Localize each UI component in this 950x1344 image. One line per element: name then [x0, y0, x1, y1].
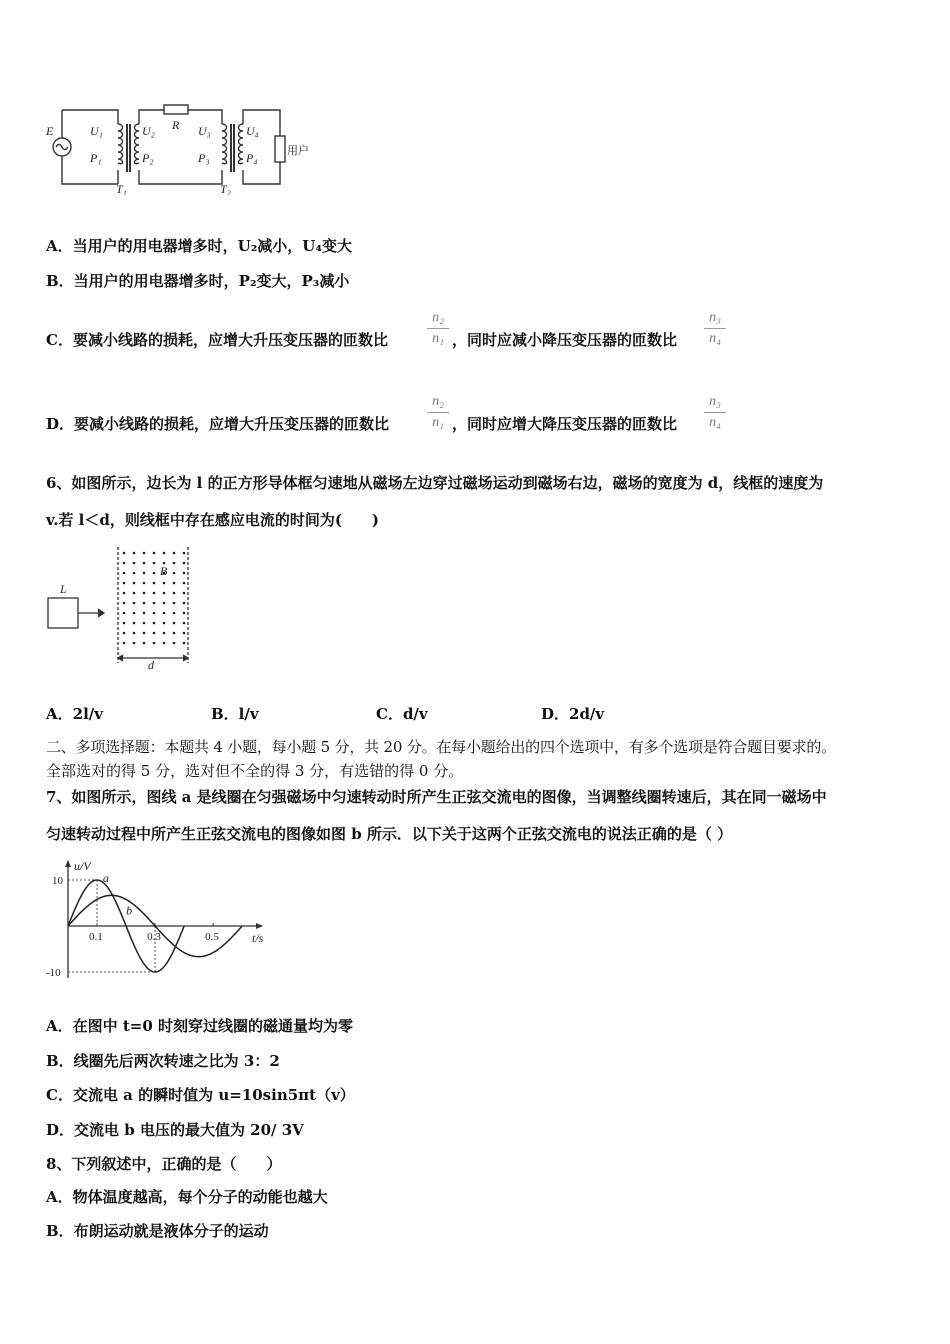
- field-dot: [163, 612, 166, 615]
- field-dot: [183, 632, 186, 635]
- frac-numerator: n₃: [709, 394, 721, 409]
- field-dot: [173, 612, 176, 615]
- field-dot: [153, 562, 156, 565]
- field-dot: [173, 622, 176, 625]
- field-dot: [153, 642, 156, 645]
- field-dot: [143, 572, 146, 575]
- frac-numerator: n₂: [432, 310, 444, 325]
- label-U4: U₄: [246, 124, 259, 138]
- frac-denominator: n₄: [709, 415, 721, 430]
- field-dot: [153, 622, 156, 625]
- label-L: L: [60, 582, 67, 596]
- field-dot: [133, 602, 136, 605]
- field-dot: [183, 572, 186, 575]
- q6-stem-line2: v.若 l＜d，则线框中存在感应电流的时间为( ): [46, 511, 380, 529]
- q6-option-a: A．2l/v: [46, 705, 103, 723]
- field-dot: [143, 632, 146, 635]
- q8-option-a: A．物体温度越高，每个分子的动能也越大: [46, 1188, 328, 1206]
- fraction-n3-n4: [704, 394, 726, 431]
- y-axis-arrow: [65, 860, 71, 867]
- q8-stem: 8、下列叙述中，正确的是（ ）: [46, 1155, 282, 1173]
- field-dot: [123, 582, 126, 585]
- frac-denominator: n₄: [709, 331, 721, 346]
- field-dot: [123, 612, 126, 615]
- q5-option-b: B．当用户的用电器增多时，P₂变大，P₃减小: [46, 272, 350, 290]
- field-dot: [133, 622, 136, 625]
- section2-heading-line1: 二、多项选择题：本题共 4 小题，每小题 5 分，共 20 分。在每小题给出的四个选项中，有多个选项是符合题目要求的。: [46, 738, 836, 756]
- q6-option-c: C．d/v: [376, 705, 428, 723]
- q5-option-c-mid: ，同时应减小降压变压器的匝数比: [452, 331, 678, 349]
- field-dot: [163, 642, 166, 645]
- label-P2: P₂: [142, 151, 154, 165]
- field-dot: [173, 552, 176, 555]
- field-dot: [143, 642, 146, 645]
- field-dot: [173, 562, 176, 565]
- field-dot: [183, 612, 186, 615]
- field-dot: [163, 622, 166, 625]
- field-dot: [173, 582, 176, 585]
- label-P1: P₁: [90, 151, 102, 165]
- field-dot: [153, 632, 156, 635]
- label-U2: U₂: [142, 124, 155, 138]
- label-d: d: [148, 658, 154, 670]
- q5-option-d-mid: ，同时应增大降压变压器的匝数比: [452, 415, 678, 433]
- q5-option-d-prefix: D．要减小线路的损耗，应增大升压变压器的匝数比: [46, 415, 390, 433]
- q6-option-b: B．l/v: [211, 705, 259, 723]
- label-U3: U₃: [198, 124, 211, 138]
- field-dot: [123, 572, 126, 575]
- field-dot: [183, 562, 186, 565]
- field-dot: [183, 622, 186, 625]
- field-dot: [143, 582, 146, 585]
- field-dot: [123, 622, 126, 625]
- field-dot: [133, 582, 136, 585]
- label-P3: P₃: [198, 151, 210, 165]
- q7-option-a: A．在图中 t=0 时刻穿过线圈的磁通量均为零: [46, 1017, 354, 1035]
- frac-numerator: n₂: [432, 394, 444, 409]
- field-dot: [133, 562, 136, 565]
- field-dot: [143, 592, 146, 595]
- label-T1: T₁: [116, 182, 127, 195]
- transformer-circuit-figure: [46, 100, 316, 195]
- field-dot: [183, 552, 186, 555]
- label-R: R: [172, 118, 180, 132]
- fraction-n2-n1: [427, 310, 449, 347]
- frac-denominator: n₁: [432, 415, 444, 430]
- field-dot: [163, 632, 166, 635]
- field-dot: [163, 582, 166, 585]
- magnetic-field-figure: [44, 545, 194, 670]
- label-user: 用户: [287, 145, 309, 157]
- field-dot: [153, 602, 156, 605]
- ac-voltage-chart: [44, 858, 264, 983]
- field-dot: [133, 612, 136, 615]
- q5-option-c: [46, 330, 388, 350]
- field-dot: [183, 582, 186, 585]
- field-dot: [133, 642, 136, 645]
- field-dot: [173, 642, 176, 645]
- field-dot: [183, 592, 186, 595]
- field-dot: [153, 612, 156, 615]
- q8-option-b: B．布朗运动就是液体分子的运动: [46, 1222, 269, 1240]
- field-dot: [133, 632, 136, 635]
- field-dot: [133, 552, 136, 555]
- field-dot: [143, 622, 146, 625]
- q7-stem-line2: 匀速转动过程中所产生正弦交流电的图像如图 b 所示．以下关于这两个正弦交流电的说法正确的是（ ）: [46, 825, 733, 843]
- field-dot: [153, 592, 156, 595]
- field-dot: [153, 572, 156, 575]
- fraction-n3-n4: [704, 310, 726, 347]
- label-U1: U₁: [90, 124, 103, 138]
- field-dot: [123, 552, 126, 555]
- field-dot: [123, 562, 126, 565]
- field-dot: [123, 642, 126, 645]
- q6-stem-line1: 6、如图所示，边长为 l 的正方形导体框匀速地从磁场左边穿过磁场运动到磁场右边，磁场的宽度为 d，线框的速度为: [46, 474, 824, 492]
- field-dot: [133, 592, 136, 595]
- field-dot: [163, 552, 166, 555]
- field-dot: [153, 582, 156, 585]
- x-tick-label: 0.5: [205, 931, 219, 943]
- label-T2: T₂: [220, 182, 231, 195]
- field-dot: [143, 562, 146, 565]
- q6-option-d: D．2d/v: [541, 705, 605, 723]
- field-dot: [123, 632, 126, 635]
- x-axis-arrow: [256, 923, 263, 929]
- x-axis-label: t/s: [252, 931, 264, 945]
- q5-option-c-prefix: C．要减小线路的损耗，应增大升压变压器的匝数比: [46, 331, 388, 349]
- label-E: E: [46, 124, 54, 138]
- field-dot: [163, 592, 166, 595]
- field-dot: [123, 592, 126, 595]
- field-dot: [163, 602, 166, 605]
- fraction-n2-n1: [427, 394, 449, 431]
- field-dot: [143, 602, 146, 605]
- q7-stem-line1: 7、如图所示，图线 a 是线圈在匀强磁场中匀速转动时所产生正弦交流电的图像，当调整线圈转速后，其在同一磁场中: [46, 788, 827, 806]
- series-label-b: b: [126, 903, 133, 918]
- frac-numerator: n₃: [709, 310, 721, 325]
- field-dot: [153, 552, 156, 555]
- x-tick-label: 0.1: [89, 931, 103, 943]
- field-dot: [173, 632, 176, 635]
- field-dot: [133, 572, 136, 575]
- field-dot: [123, 602, 126, 605]
- field-dot: [173, 592, 176, 595]
- q7-option-c: C．交流电 a 的瞬时值为 u=10sin5πt（v）: [46, 1086, 355, 1104]
- field-dot: [173, 602, 176, 605]
- q5-option-a: A．当用户的用电器增多时，U₂减小，U₄变大: [46, 237, 352, 255]
- field-dot: [143, 612, 146, 615]
- field-dot: [183, 602, 186, 605]
- section2-heading-line2: 全部选对的得 5 分，选对但不全的得 3 分，有选错的得 0 分。: [46, 762, 464, 780]
- x-tick-label: 0.3: [147, 931, 161, 943]
- field-dot: [183, 642, 186, 645]
- q5-option-d: [46, 414, 389, 434]
- field-dot: [143, 552, 146, 555]
- label-P4: P₄: [246, 151, 258, 165]
- series-label-a: a: [102, 871, 109, 885]
- field-dot: [173, 572, 176, 575]
- y-tick-label: 10: [52, 875, 63, 887]
- label-B: B: [160, 564, 168, 578]
- frac-denominator: n₁: [432, 331, 444, 346]
- y-tick-label: -10: [46, 967, 61, 979]
- q7-option-b: B．线圈先后两次转速之比为 3：2: [46, 1052, 280, 1070]
- q7-option-d: D．交流电 b 电压的最大值为 20/ 3V: [46, 1121, 304, 1139]
- y-axis-label: u/V: [74, 859, 91, 873]
